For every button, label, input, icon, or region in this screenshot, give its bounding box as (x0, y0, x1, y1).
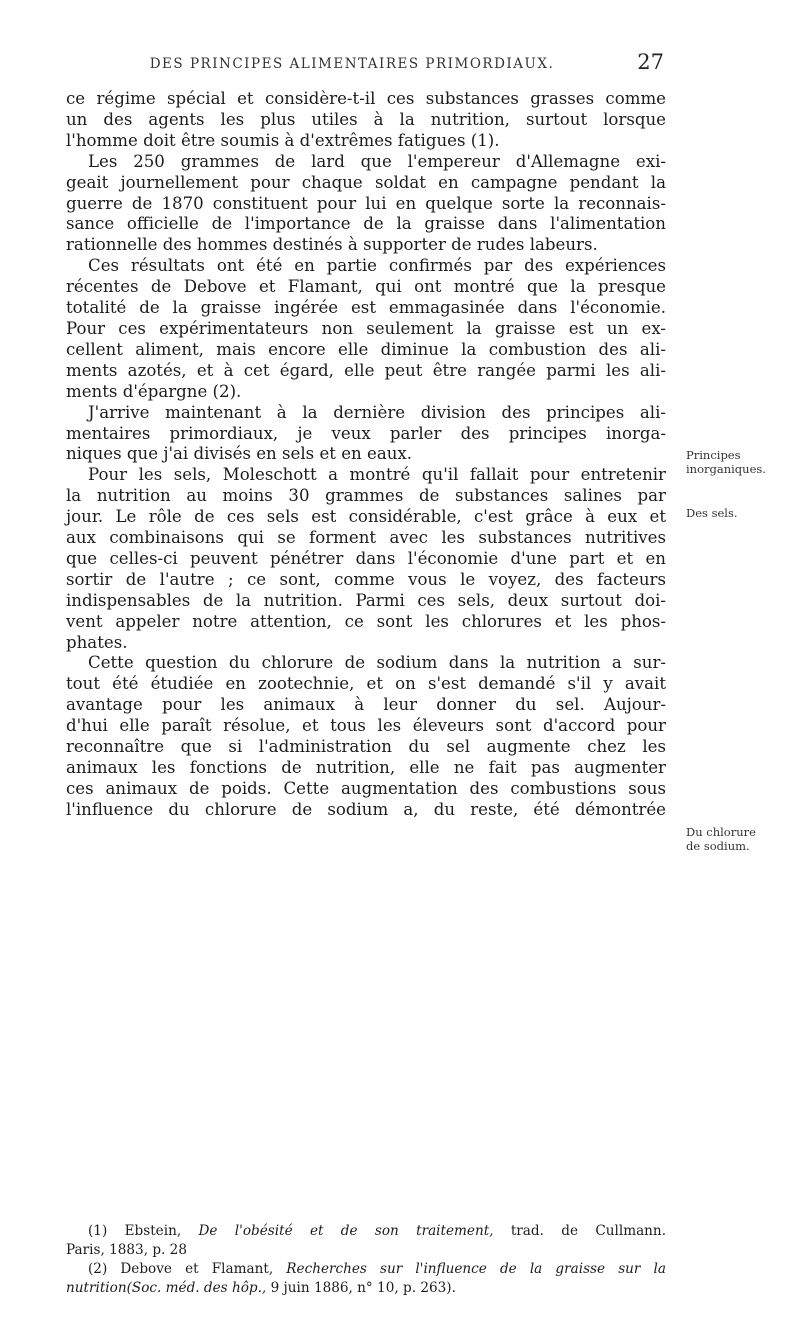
body-line: que celles-ci peuvent pénétrer dans l'économie d'une part et en (66, 548, 666, 568)
body-line: indispensables de la nutrition. Parmi ces sels, deux surtout doi- (66, 590, 666, 610)
body-line: J'arrive maintenant à la dernière division des principes ali- (88, 402, 666, 422)
body-line: ce régime spécial et considère-t-il ces substances grasses comme (66, 89, 666, 108)
margin-note-line: Principes (686, 448, 741, 462)
page-number: 27 (637, 50, 664, 74)
body-line: geait journellement pour chaque soldat en campagne pendant la (66, 172, 666, 192)
body-line: ments azotés, et à cet égard, elle peut être rangée parmi les ali- (66, 360, 666, 380)
body-line: guerre de 1870 constituent pour lui en quelque sorte la reconnais- (66, 193, 666, 213)
body-line: récentes de Debove et Flamant, qui ont montré que la presque (66, 277, 666, 297)
margin-note-line: inorganiques. (686, 462, 766, 476)
body-line: jour. Le rôle de ces sels est considérable, c'est grâce à eux et (66, 507, 666, 527)
body-line: d'hui elle paraît résolue, et tous les éleveurs sont d'accord pour (66, 716, 666, 736)
body-line: un des agents les plus utiles à la nutrition, surtout lorsque (66, 109, 666, 129)
footnote-title: Recherches sur l'influence de la graisse sur la (286, 1261, 667, 1277)
margin-note-inorganic-principles (686, 448, 798, 476)
margin-note-line: Des sels. (686, 506, 738, 520)
footnote-rest: 9 juin 1886, n° 10, p. 263). (270, 1280, 456, 1296)
footnote-rest: Paris, 1883, p. 28 (66, 1242, 187, 1258)
footnote-2-cont (66, 1279, 666, 1298)
body-line: ces animaux de poids. Cette augmentation des combustions sous (66, 778, 666, 798)
body-line: cellent aliment, mais encore elle diminue la combustion des ali- (66, 339, 666, 359)
body-line: reconnaître que si l'administration du sel augmente chez les (66, 737, 666, 757)
body-line: mentaires primordiaux, je veux parler des principes inorga- (66, 423, 666, 443)
footnote-author: Debove et Flamant, (120, 1261, 274, 1277)
body-line: avantage pour les animaux à leur donner du sel. Aujour- (66, 695, 666, 715)
body-line: Pour ces expérimentateurs non seulement la graisse est un ex- (66, 318, 666, 338)
body-line: l'homme doit être soumis à d'extrêmes fatigues (1). (66, 130, 500, 150)
body-line: Les 250 grammes de lard que l'empereur d'Allemagne exi- (88, 151, 666, 171)
body-line: aux combinaisons qui se forment avec les substances nutritives (66, 528, 666, 548)
body-line: la nutrition au moins 30 grammes de substances salines par (66, 486, 666, 506)
footnote-title: De l'obésité et de son traitement, (198, 1223, 494, 1239)
body-line: totalité de la graisse ingérée est emmagasinée dans l'économie. (66, 298, 666, 318)
margin-note-line: Du chlorure (686, 825, 756, 839)
body-text (66, 89, 666, 821)
body-line: Pour les sels, Moleschott a montré qu'il fallait pour entretenir (88, 465, 666, 485)
body-line: phates. (66, 632, 128, 652)
margin-note-line: de sodium. (686, 839, 750, 853)
body-line: Cette question du chlorure de sodium dans la nutrition a sur- (88, 653, 666, 673)
footnote-journal: (Soc. méd. des hôp., (126, 1280, 267, 1296)
body-line: sortir de l'autre ; ce sont, comme vous le voyez, des facteurs (66, 569, 666, 589)
body-line: niques que j'ai divisés en sels et en eaux. (66, 444, 413, 464)
footnote-number: (2) (88, 1261, 108, 1277)
footnote-1-cont (66, 1241, 666, 1260)
body-line: tout été étudiée en zootechnie, et on s'est demandé s'il y avait (66, 674, 666, 694)
body-line: Ces résultats ont été en partie confirmés par des expériences (88, 256, 666, 276)
body-line: rationnelle des hommes destinés à supporter de rudes labeurs. (66, 235, 598, 255)
footnote-author: Ebstein, (124, 1223, 182, 1239)
margin-note-sodium-chloride (686, 825, 798, 853)
footnote-rest: trad. de Cullmann. (510, 1223, 667, 1239)
running-title: DES PRINCIPES ALIMENTAIRES PRIMORDIAUX. (149, 56, 555, 72)
footnote-number: (1) (88, 1223, 108, 1239)
footnotes (66, 1222, 666, 1298)
footnote-2 (66, 1260, 666, 1279)
running-header (40, 48, 664, 78)
footnote-1 (66, 1222, 666, 1241)
footnote-title-cont: nutrition (66, 1280, 127, 1296)
body-line: vent appeler notre attention, ce sont les chlorures et les phos- (66, 611, 666, 631)
body-line: l'influence du chlorure de sodium a, du reste, été démontrée (66, 799, 666, 819)
margin-note-salts (686, 506, 798, 520)
body-line: animaux les fonctions de nutrition, elle ne fait pas augmenter (66, 758, 666, 777)
body-line: ments d'épargne (2). (66, 381, 242, 401)
body-line: sance officielle de l'importance de la graisse dans l'alimentation (66, 214, 666, 234)
